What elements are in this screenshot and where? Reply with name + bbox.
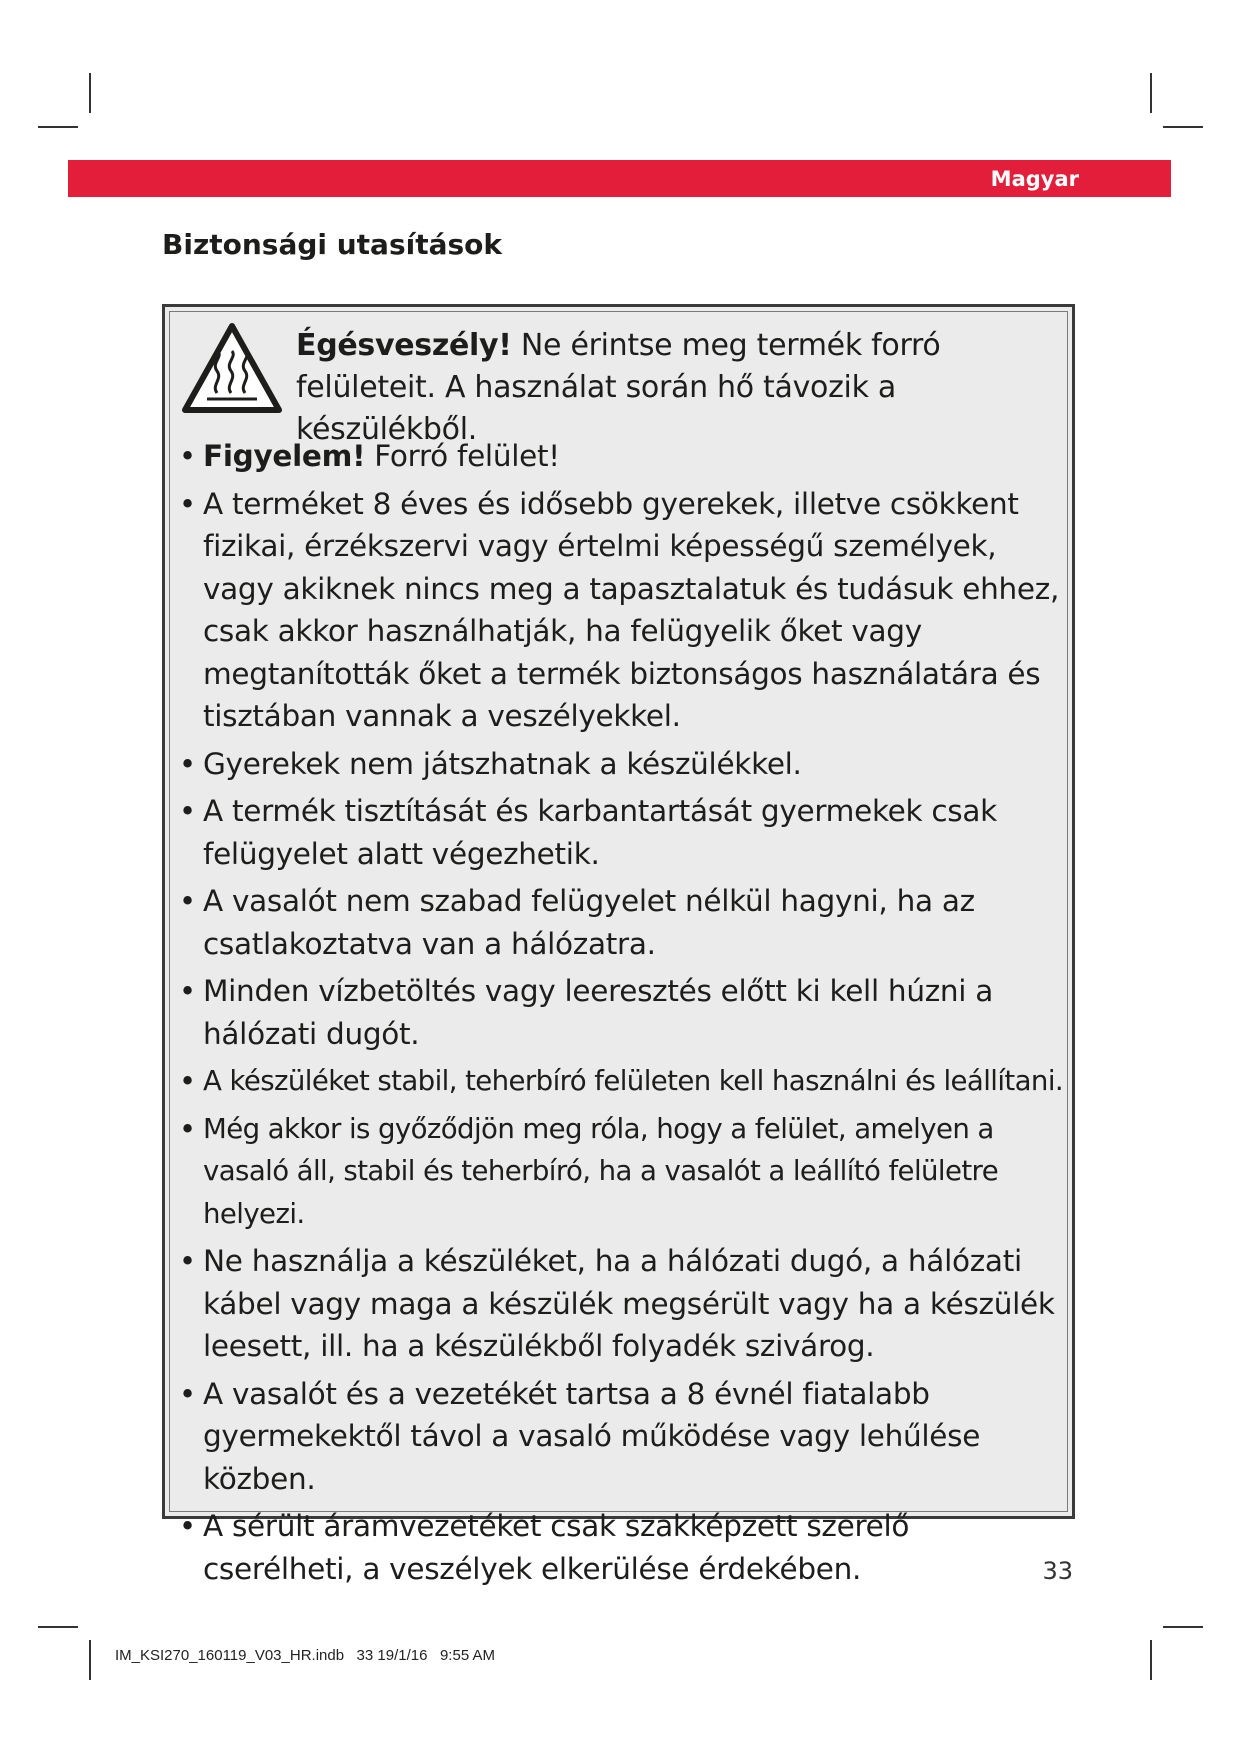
bullet-icon: • [179, 1064, 196, 1098]
list-item [175, 1240, 1065, 1368]
list-item [175, 880, 1065, 965]
bullet-icon: • [179, 486, 196, 521]
list-item [175, 743, 1065, 786]
list-item-text: Gyerekek nem játszhatnak a készülékkel. [203, 746, 802, 781]
list-item [175, 1108, 1065, 1236]
list-item [175, 970, 1065, 1055]
list-item [175, 483, 1065, 738]
crop-mark [89, 73, 91, 113]
list-item [175, 435, 1065, 478]
crop-mark [38, 126, 78, 128]
page-number: 33 [1042, 1557, 1073, 1585]
bullet-icon: • [179, 1111, 196, 1146]
list-item [175, 790, 1065, 875]
burn-hazard-warning [296, 325, 1066, 451]
crop-mark [38, 1626, 78, 1628]
bullet-icon: • [179, 439, 196, 473]
print-slug: IM_KSI270_160119_V03_HR.indb 33 19/1/16 9:55 AM [115, 1647, 495, 1664]
bullet-icon: • [179, 794, 196, 828]
safety-instructions-list [175, 435, 1065, 1595]
list-item [175, 1505, 1065, 1590]
bullet-icon: • [179, 974, 196, 1008]
list-item [175, 1373, 1065, 1501]
bullet-icon: • [179, 884, 196, 918]
list-item-text: A készüléket stabil, teherbíró felületen kell használni és leállítani. [203, 1064, 1064, 1097]
list-item-text: Forró felület! [365, 439, 560, 473]
section-title: Biztonsági utasítások [162, 228, 503, 261]
list-item-text: Ne használja a készüléket, ha a hálózati dugó, a hálózati kábel vagy maga a készülék megsérült vagy ha a készülék leesett, ill. ha a készülékből folyadék szivárog. [203, 1244, 1055, 1363]
crop-mark [1163, 1626, 1203, 1628]
language-header-bar [68, 160, 1171, 197]
list-item-text: A vasalót nem szabad felügyelet nélkül hagyni, ha az csatlakoztatva van a hálózatra. [203, 884, 975, 961]
crop-mark [89, 1640, 91, 1680]
burn-hazard-heading: Égésveszély! [296, 328, 512, 363]
list-item-text: A vasalót és a vezetékét tartsa a 8 évnél fiatalabb gyermekektől távol a vasaló működése vagy lehűlése közben. [203, 1376, 981, 1496]
list-item-text: A termék tisztítását és karbantartását gyermekek csak felügyelet alatt végezhetik. [203, 794, 997, 871]
burn-hazard-text: Ne érintse meg termék forró felületeit. A használat során hő távozik a készülékből. [296, 328, 941, 447]
language-label: Magyar [990, 167, 1079, 191]
list-item-text: Még akkor is győződjön meg róla, hogy a felület, amelyen a vasaló áll, stabil és teherbíró, ha a vasalót a leállító felületre helyezi. [203, 1111, 999, 1230]
crop-mark [1150, 73, 1152, 113]
list-item-text: Minden vízbetöltés vagy leeresztés előtt ki kell húzni a hálózati dugót. [203, 974, 994, 1051]
bullet-icon: • [179, 746, 196, 781]
list-item-text: A sérült áramvezetéket csak szakképzett szerelő cserélheti, a veszélyek elkerülése érdekében. [203, 1509, 910, 1586]
list-item [175, 1060, 1065, 1103]
bullet-icon: • [179, 1376, 196, 1411]
hot-surface-warning-icon [180, 321, 284, 417]
crop-mark [1150, 1640, 1152, 1680]
crop-mark [1163, 126, 1203, 128]
bullet-icon: • [179, 1509, 196, 1543]
bullet-icon: • [179, 1244, 196, 1278]
list-item-text: A terméket 8 éves és idősebb gyerekek, illetve csökkent fizikai, érzékszervi vagy értelmi képességű személyek, vagy akiknek nincs meg a tapasztalatuk és tudásuk ehhez, csak akkor használhatják, ha felügyelik őket vagy megtanították őket a termék biztonságos használatára és tisztában vannak a veszélyekkel. [203, 486, 1060, 733]
attention-label: Figyelem! [203, 439, 366, 473]
